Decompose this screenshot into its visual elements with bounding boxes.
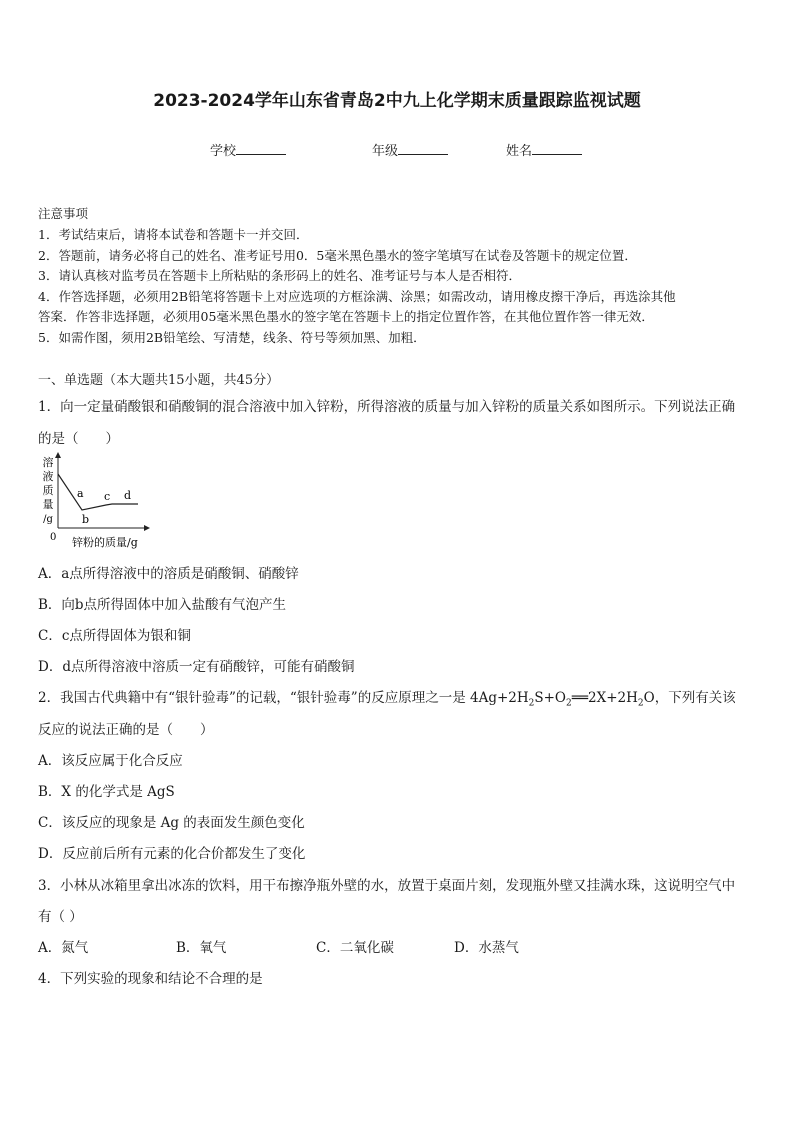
grade-label: 年级	[372, 144, 399, 159]
graph-y-arrow	[55, 452, 61, 458]
q1-option-a[interactable]: A．a点所得溶液中的溶质是硝酸铜、硝酸锌	[38, 566, 299, 582]
q3-option-c[interactable]: C．二氧化碳	[316, 940, 394, 956]
name-field	[506, 140, 582, 159]
note-item-4-cont: 答案．作答非选择题，必须用05毫米黑色墨水的签字笔在答题卡上的指定位置作答，在其他位置作答一律无效．	[38, 309, 654, 324]
q2-stem-mid1: S+O	[534, 690, 567, 706]
q1-option-d[interactable]: D．d点所得溶液中溶质一定有硝酸锌，可能有硝酸铜	[38, 659, 355, 675]
q2-stem-pre: 2．我国古代典籍中有“银针验毒”的记载，“银针验毒”的反应原理之一是 4Ag+2H	[38, 690, 529, 706]
graph-point-b: b	[82, 513, 90, 526]
graph-xlabel: 锌粉的质量/g	[72, 536, 138, 549]
graph-origin: 0	[50, 532, 57, 543]
q2-option-a[interactable]: A．该反应属于化合反应	[38, 753, 183, 769]
q2-option-c[interactable]: C．该反应的现象是 Ag 的表面发生颜色变化	[38, 815, 305, 831]
q2-stem-post: O，下列有关该	[643, 690, 736, 706]
note-item-3: 3．请认真核对监考员在答题卡上所粘贴的条形码上的姓名、准考证号与本人是否相符．	[38, 268, 521, 283]
q1-stem-line2: 的是（ ）	[38, 431, 119, 447]
graph-point-d: d	[124, 489, 132, 502]
page-title: 2023-2024学年山东省青岛2中九上化学期末质量跟踪监视试题	[153, 91, 641, 111]
grade-blank	[398, 140, 448, 155]
graph-ylabel-1: 溶	[42, 456, 54, 469]
q3-stem-line2: 有（ ）	[38, 909, 83, 925]
q1-graph	[36, 452, 156, 552]
q2-stem-line2: 反应的说法正确的是（ ）	[38, 722, 214, 738]
q2-sub-1: 2	[528, 698, 535, 709]
graph-ylabel-2: 液	[42, 470, 54, 483]
graph-point-a: a	[77, 487, 84, 500]
name-label: 姓名	[506, 144, 533, 159]
q3-option-d[interactable]: D．水蒸气	[454, 940, 519, 956]
graph-x-arrow	[144, 525, 150, 531]
q2-sub-2: 2	[566, 698, 572, 709]
school-label: 学校	[210, 144, 237, 159]
graph-ylabel-4: 量	[42, 498, 54, 511]
q4-stem-line1: 4．下列实验的现象和结论不合理的是	[38, 971, 263, 987]
q2-option-b[interactable]: B．X 的化学式是 AgS	[38, 784, 175, 800]
q3-stem-line1: 3．小林从冰箱里拿出冰冻的饮料，用干布擦净瓶外壁的水，放置于桌面片刻，发现瓶外壁又挂满水珠，这说明空气中	[38, 878, 736, 894]
notes-heading: 注意事项	[38, 206, 89, 221]
q2-stem-line1	[38, 686, 736, 709]
graph-ylabel-3: 质	[42, 484, 54, 497]
q3-option-a[interactable]: A．氮气	[38, 940, 89, 956]
graph-point-c: c	[104, 490, 111, 503]
name-blank	[532, 140, 582, 155]
note-item-1: 1．考试结束后，请将本试卷和答题卡一并交回．	[38, 227, 309, 242]
note-item-5: 5．如需作图，须用2B铅笔绘、写清楚，线条、符号等须加黑、加粗．	[38, 330, 426, 345]
q2-option-d[interactable]: D．反应前后所有元素的化合价都发生了变化	[38, 846, 306, 862]
section-heading: 一、单选题（本大题共15小题，共45分）	[38, 373, 280, 388]
note-item-2: 2．答题前，请务必将自己的姓名、准考证号用0．5毫米黑色墨水的签字笔填写在试卷及答题卡的规定位置．	[38, 248, 637, 263]
q2-stem-mid2: ══2X+2H	[571, 690, 638, 706]
graph-ylabel-5: /g	[43, 514, 53, 525]
school-field	[210, 140, 286, 159]
q1-option-b[interactable]: B．向b点所得固体中加入盐酸有气泡产生	[38, 597, 287, 613]
q1-option-c[interactable]: C．c点所得固体为银和铜	[38, 628, 191, 644]
note-item-4: 4．作答选择题，必须用2B铅笔将答题卡上对应选项的方框涂满、涂黑；如需改动，请用橡皮擦干净后，再选涂其他	[38, 289, 676, 304]
q1-stem-line1: 1．向一定量硝酸银和硝酸铜的混合溶液中加入锌粉，所得溶液的质量与加入锌粉的质量关系如图所示。下列说法正确	[38, 399, 736, 415]
q3-option-b[interactable]: B．氧气	[176, 940, 227, 956]
q2-sub-3: 2	[637, 698, 644, 709]
grade-field	[372, 140, 448, 159]
school-blank	[236, 140, 286, 155]
